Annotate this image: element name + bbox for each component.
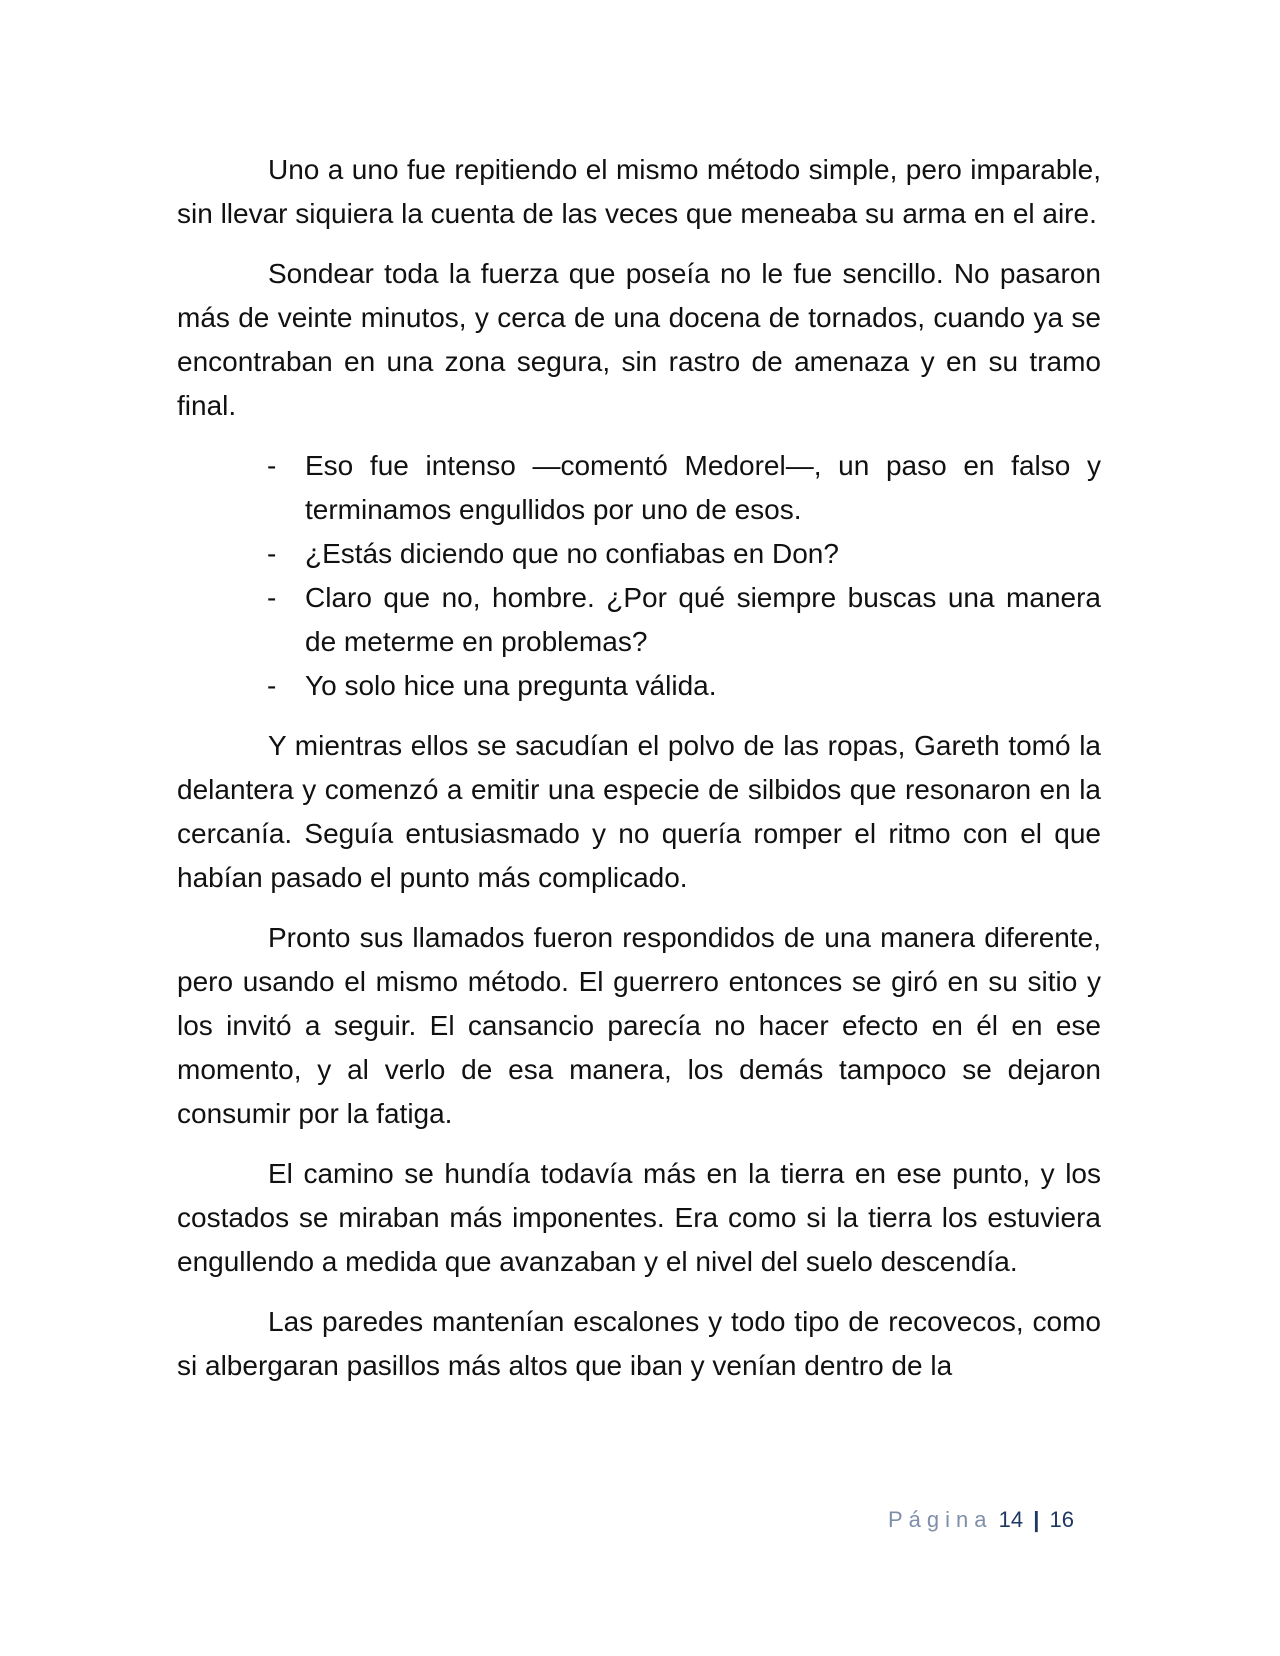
- paragraph-5: El camino se hundía todavía más en la tierra en ese punto, y los costados se miraban más imponentes. Era como si la tierra los estuviera engullendo a medida que avanzaban y el nivel del suelo descendía.: [177, 1158, 1101, 1277]
- page-separator: |: [1033, 1507, 1040, 1532]
- page-label: Página: [888, 1507, 993, 1532]
- dialogue-text: Eso fue intenso —comentó Medorel—, un paso en falso y terminamos engullidos por uno de esos.: [305, 450, 1101, 525]
- paragraph-1: Uno a uno fue repitiendo el mismo método simple, pero imparable, sin llevar siquiera la cuenta de las veces que meneaba su arma en el aire.: [177, 154, 1101, 229]
- dialogue-line: [177, 532, 1101, 576]
- dialogue-dash: -: [267, 670, 277, 701]
- dialogue-text: Claro que no, hombre. ¿Por qué siempre buscas una manera de meterme en problemas?: [305, 582, 1101, 657]
- dialogue-list: [177, 444, 1101, 708]
- dialogue-text: ¿Estás diciendo que no confiabas en Don?: [305, 538, 839, 569]
- dialogue-line: [177, 664, 1101, 708]
- dialogue-line: [177, 444, 1101, 532]
- paragraph-4: Pronto sus llamados fueron respondidos de una manera diferente, pero usando el mismo método. El guerrero entonces se giró en su sitio y los invitó a seguir. El cansancio parecía no hacer efecto en él en ese momento, y al verlo de esa manera, los demás tampoco se dejaron consumir por la fatiga.: [177, 922, 1101, 1129]
- total-pages-number: 16: [1049, 1507, 1075, 1532]
- dialogue-dash: -: [267, 450, 277, 481]
- page-body: [177, 148, 1101, 1404]
- page-footer: [888, 1505, 1074, 1535]
- dialogue-dash: -: [267, 582, 277, 613]
- dialogue-text: Yo solo hice una pregunta válida.: [305, 670, 717, 701]
- paragraph-2: Sondear toda la fuerza que poseía no le fue sencillo. No pasaron más de veinte minutos, y cerca de una docena de tornados, cuando ya se encontraban en una zona segura, sin rastro de amenaza y en su tramo final.: [177, 258, 1101, 421]
- paragraph-3: Y mientras ellos se sacudían el polvo de las ropas, Gareth tomó la delantera y comenzó a emitir una especie de silbidos que resonaron en la cercanía. Seguía entusiasmado y no quería romper el ritmo con el que habían pasado el punto más complicado.: [177, 730, 1101, 893]
- current-page-number: 14: [998, 1507, 1024, 1532]
- dialogue-dash: -: [267, 538, 277, 569]
- paragraph-6: Las paredes mantenían escalones y todo tipo de recovecos, como si albergaran pasillos más altos que iban y venían dentro de la: [177, 1306, 1101, 1381]
- dialogue-line: [177, 576, 1101, 664]
